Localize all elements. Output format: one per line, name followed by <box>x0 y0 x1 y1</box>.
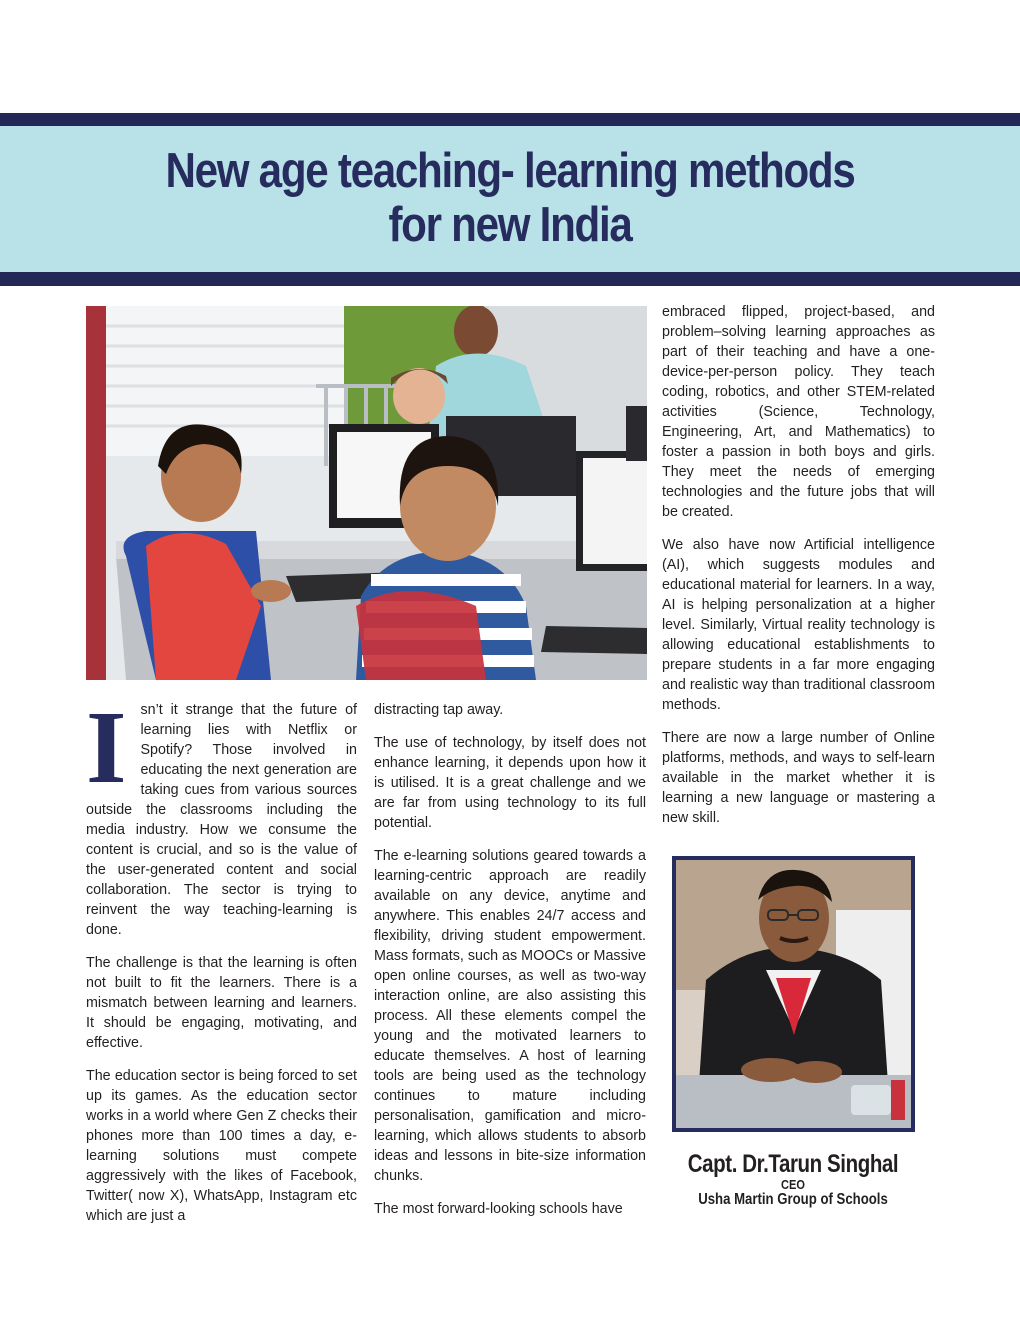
paragraph: embraced flipped, project-based, and problem–solving learning approaches as part of their teaching and have a one-device-per-person policy. They teach coding, robotics, and other STEM-related activities (Science, Technology, Engineering, Art, and Mathematics) to foster a passion in both boys and girls. They meet the needs of emerging technologies and the future jobs that will be created. <box>662 304 935 520</box>
article-title-line2: for new India <box>388 198 632 252</box>
classroom-photo <box>86 306 647 680</box>
paragraph: The education sector is being forced to set up its games. As the education sector works in a world where Gen Z checks their phones more than 100 times a day, e-learning solutions must compete aggressively with the likes of Facebook, Twitter( now X), WhatsApp, Instagram etc which are just a <box>86 1068 357 1224</box>
paragraph: We also have now Artificial intelligence (AI), which suggests modules and educational material for learners. In a way, AI is helping personalization at a higher level. Similarly, Virtual reality technology is allowing educational establishments to prepare students in a far more engaging and realistic way than traditional classroom methods. <box>662 537 935 713</box>
author-role: CEO <box>781 1177 805 1192</box>
title-band-top <box>0 113 1020 126</box>
author-organization: Usha Martin Group of Schools <box>698 1191 888 1208</box>
author-name: Capt. Dr.Tarun Singhal <box>687 1150 899 1178</box>
paragraph: The challenge is that the learning is often not built to fit the learners. There is a mismatch between learning and learners. It should be engaging, motivating, and effective. <box>86 955 357 1051</box>
paragraph: The e-learning solutions geared towards a learning-centric approach are readily available on any device, anytime and anywhere. This enables 24/7 access and flexibility, driving student empowerment. Mass formats, such as MOOCs or Massive open online courses, as well as two-way interaction online, are also assisting this process. All these elements compel the young and the motivated learners to educate themselves. A host of learning tools are being used as the technology continues to mature including personalisation, gamification and micro-learning, which allows students to absorb ideas and lessons in bite-size information chunks. <box>374 848 646 1184</box>
text-column-3 <box>662 302 935 841</box>
paragraph: The use of technology, by itself does not enhance learning, it depends upon how it is utilised. It is a great challenge and we are far from using technology to its full potential. <box>374 735 646 831</box>
author-caption <box>663 1150 923 1209</box>
drop-cap: I <box>86 690 127 805</box>
text-column-2 <box>374 700 646 1232</box>
text-column-1 <box>86 690 357 1239</box>
article-title <box>71 144 948 252</box>
paragraph: distracting tap away. <box>374 702 504 718</box>
article-title-line1: New age teaching- learning methods <box>165 144 855 198</box>
paragraph: There are now a large number of Online platforms, methods, and ways to self-learn available in the market whether it is learning a new language or mastering a new skill. <box>662 730 935 826</box>
author-portrait <box>672 856 915 1132</box>
paragraph: The most forward-looking schools have <box>374 1201 623 1217</box>
title-band-bottom <box>0 272 1020 286</box>
paragraph: sn’t it strange that the future of learning lies with Netflix or Spotify? Those involved in educating the next generation are taking cues from various sources outside the classrooms including the media industry. How we consume the content is crucial, and so is the value of the user-generated content and social collaboration. The sector is trying to reinvent the way teaching-learning is done. <box>86 702 357 938</box>
